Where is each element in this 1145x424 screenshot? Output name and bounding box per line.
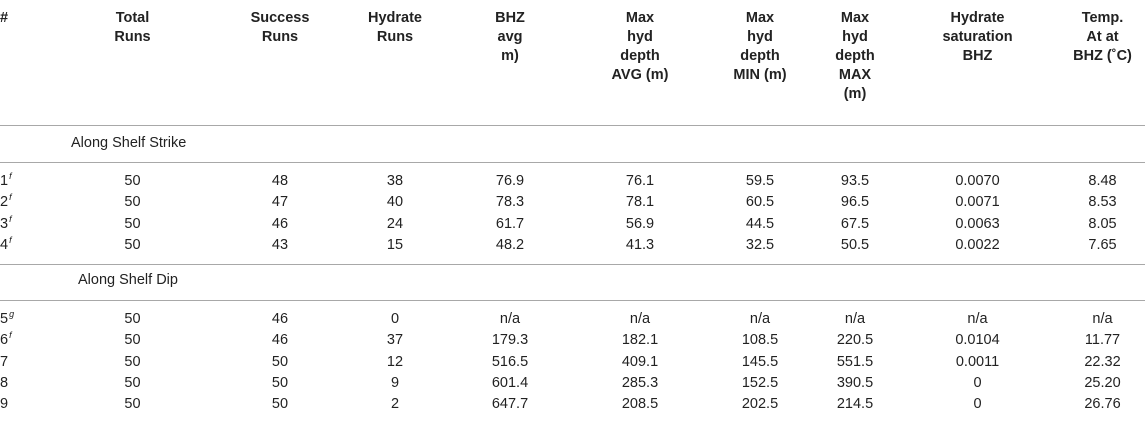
table-cell: n/a — [499, 311, 521, 327]
column-header-line: At at — [1086, 29, 1119, 45]
table-cell: 50 — [124, 374, 141, 391]
table-cell: 67.5 — [840, 215, 870, 232]
table-cell: 78.3 — [495, 194, 525, 211]
table-cell: 50 — [124, 215, 141, 232]
row-id — [0, 353, 40, 372]
table-cell: n/a — [1092, 311, 1113, 327]
column-header-line: MIN (m) — [733, 67, 787, 83]
table-cell: 59.5 — [745, 173, 775, 189]
table-cell: 0.0104 — [955, 332, 1000, 349]
column-header-line: depth — [835, 48, 875, 64]
column-header-line: Max — [840, 10, 870, 26]
table-cell: n/a — [844, 311, 866, 327]
column-header — [700, 0, 820, 125]
column-header-line: Hydrate — [368, 10, 422, 26]
table-cell: n/a — [749, 311, 771, 327]
table-cell: 76.9 — [495, 173, 525, 189]
table-cell: 46 — [271, 311, 289, 327]
table-cell: 37 — [386, 332, 404, 349]
row-id-text: 3 — [0, 215, 9, 232]
table-cell: 48.2 — [495, 236, 525, 253]
row-id — [0, 310, 40, 329]
table-cell: 390.5 — [836, 374, 874, 391]
table-cell: 46 — [271, 332, 289, 349]
column-header-line: MAX — [838, 67, 872, 83]
footnote-marker: f — [9, 235, 12, 246]
footnote-marker: f — [9, 213, 12, 224]
column-header — [455, 0, 565, 125]
table-cell: 0.0070 — [955, 173, 1000, 189]
column-header-line: depth — [620, 48, 660, 64]
header-rule — [0, 125, 1145, 126]
table-cell: 2 — [390, 396, 400, 413]
table-row — [0, 172, 1145, 191]
table-cell: 43 — [271, 236, 289, 253]
table-cell: 516.5 — [491, 353, 529, 370]
table-cell: 48 — [271, 173, 289, 189]
table-cell: 50 — [124, 396, 141, 413]
table-cell: 409.1 — [621, 353, 659, 370]
column-header-line: Runs — [376, 29, 414, 45]
footnote-marker: g — [9, 309, 15, 320]
column-header-line: AVG (m) — [611, 67, 669, 83]
table-cell: 0.0063 — [955, 215, 1000, 232]
column-header-line: Hydrate — [950, 10, 1005, 26]
section-rule — [0, 264, 1145, 265]
column-header-line: hyd — [627, 29, 653, 45]
table-cell: 47 — [271, 194, 289, 211]
row-id — [0, 172, 40, 191]
table-cell: 50 — [124, 332, 141, 349]
table-cell: 22.32 — [1084, 353, 1121, 370]
table-cell: 9 — [390, 374, 400, 391]
footnote-marker: f — [9, 192, 12, 203]
column-header-line: depth — [740, 48, 780, 64]
table-cell: 50 — [124, 236, 141, 253]
table-cell: 76.1 — [625, 173, 655, 189]
table-cell: 0.0011 — [955, 353, 1000, 370]
table-cell: 647.7 — [491, 396, 529, 413]
column-header-line: BHZ — [495, 10, 525, 26]
row-id — [0, 331, 40, 350]
table-row — [0, 353, 1145, 372]
column-header-line: Temp. — [1081, 10, 1124, 26]
table-cell: 11.77 — [1084, 332, 1121, 349]
table-cell: 208.5 — [621, 396, 659, 413]
column-header — [230, 0, 330, 125]
column-header-line: Runs — [114, 29, 151, 45]
table-cell: 0.0071 — [955, 194, 1000, 211]
footnote-marker: f — [9, 330, 12, 341]
table-cell: 0 — [973, 396, 982, 413]
column-header-line: Max — [745, 10, 775, 26]
column-header-line: Total — [115, 10, 150, 26]
table-row — [0, 374, 1145, 393]
row-id-text: 5 — [0, 311, 9, 327]
table-cell: n/a — [629, 311, 651, 327]
table-cell: 32.5 — [745, 236, 775, 253]
table-cell: 8.05 — [1088, 215, 1117, 232]
table-cell: 601.4 — [491, 374, 529, 391]
table-row — [0, 236, 1145, 255]
section-rule — [0, 300, 1145, 301]
column-header — [580, 0, 700, 125]
column-header — [340, 0, 450, 125]
column-header-line: (m) — [843, 86, 867, 102]
column-header-line: m) — [501, 48, 519, 64]
column-header-line: hyd — [747, 29, 773, 45]
column-header-line: BHZ (˚C) — [1073, 48, 1132, 64]
column-header-line: hyd — [842, 29, 868, 45]
table-row — [0, 215, 1145, 234]
table-cell: 93.5 — [840, 173, 870, 189]
column-header — [1060, 0, 1145, 125]
table-row — [0, 395, 1145, 414]
table-cell: 50.5 — [840, 236, 870, 253]
column-header-line: avg — [497, 29, 523, 45]
section-rule — [0, 162, 1145, 163]
row-id — [0, 374, 40, 393]
table-cell: 25.20 — [1084, 374, 1121, 391]
table-cell: 50 — [124, 194, 141, 211]
column-header-line: BHZ — [962, 48, 993, 64]
table-cell: 61.7 — [495, 215, 525, 232]
table-cell: 24 — [386, 215, 404, 232]
footnote-marker: f — [9, 171, 12, 182]
table-cell: 0 — [973, 374, 982, 391]
row-id-text: 8 — [0, 374, 9, 391]
table-row — [0, 193, 1145, 212]
row-id — [0, 236, 40, 255]
table-cell: n/a — [967, 311, 988, 327]
table-cell: 60.5 — [745, 194, 775, 211]
row-id — [0, 193, 40, 212]
table-cell: 50 — [124, 311, 141, 327]
table-cell: 152.5 — [741, 374, 779, 391]
section-title: Along Shelf Strike — [71, 135, 187, 151]
row-id-text: 6 — [0, 332, 9, 349]
table-cell: 12 — [386, 353, 404, 370]
table-cell: 50 — [124, 353, 141, 370]
table-cell: 285.3 — [621, 374, 659, 391]
table-cell: 44.5 — [745, 215, 775, 232]
row-id-text: 2 — [0, 194, 9, 211]
column-header-line: # — [0, 10, 9, 26]
table-cell: 214.5 — [836, 396, 874, 413]
column-header-line: Success — [250, 10, 310, 26]
row-id-text: 7 — [0, 353, 9, 370]
table-cell: 50 — [271, 396, 289, 413]
table-cell: 202.5 — [741, 396, 779, 413]
row-id-text: 4 — [0, 236, 9, 253]
table-cell: 38 — [386, 173, 404, 189]
table-cell: 108.5 — [741, 332, 779, 349]
table-cell: 78.1 — [625, 194, 655, 211]
column-header-line: Max — [625, 10, 655, 26]
table-cell: 551.5 — [836, 353, 874, 370]
table-cell: 46 — [271, 215, 289, 232]
table-cell: 50 — [271, 353, 289, 370]
table-cell: 26.76 — [1084, 396, 1121, 413]
column-header — [805, 0, 905, 125]
table-cell: 220.5 — [836, 332, 874, 349]
column-header — [0, 0, 40, 125]
section-title: Along Shelf Dip — [78, 272, 178, 288]
table-cell: 15 — [386, 236, 404, 253]
table-cell: 50 — [271, 374, 289, 391]
row-id — [0, 215, 40, 234]
table-cell: 40 — [386, 194, 404, 211]
table-cell: 7.65 — [1088, 236, 1117, 253]
table-cell: 182.1 — [621, 332, 659, 349]
column-header-line: saturation — [942, 29, 1013, 45]
table-cell: 56.9 — [625, 215, 655, 232]
row-id — [0, 395, 40, 414]
table-cell: 145.5 — [741, 353, 779, 370]
table-cell: 179.3 — [491, 332, 529, 349]
column-header-line: Runs — [261, 29, 299, 45]
column-header — [915, 0, 1040, 125]
row-id-text: 9 — [0, 396, 9, 413]
table-cell: 96.5 — [840, 194, 870, 211]
column-header — [85, 0, 180, 125]
table-cell: 41.3 — [625, 236, 655, 253]
row-id-text: 1 — [0, 173, 9, 189]
table-cell: 0.0022 — [955, 236, 1000, 253]
table-row — [0, 310, 1145, 329]
table-cell: 8.48 — [1088, 173, 1117, 189]
table-cell: 0 — [390, 311, 400, 327]
table-row — [0, 331, 1145, 350]
table-cell: 8.53 — [1088, 194, 1117, 211]
table-cell: 50 — [124, 173, 141, 189]
